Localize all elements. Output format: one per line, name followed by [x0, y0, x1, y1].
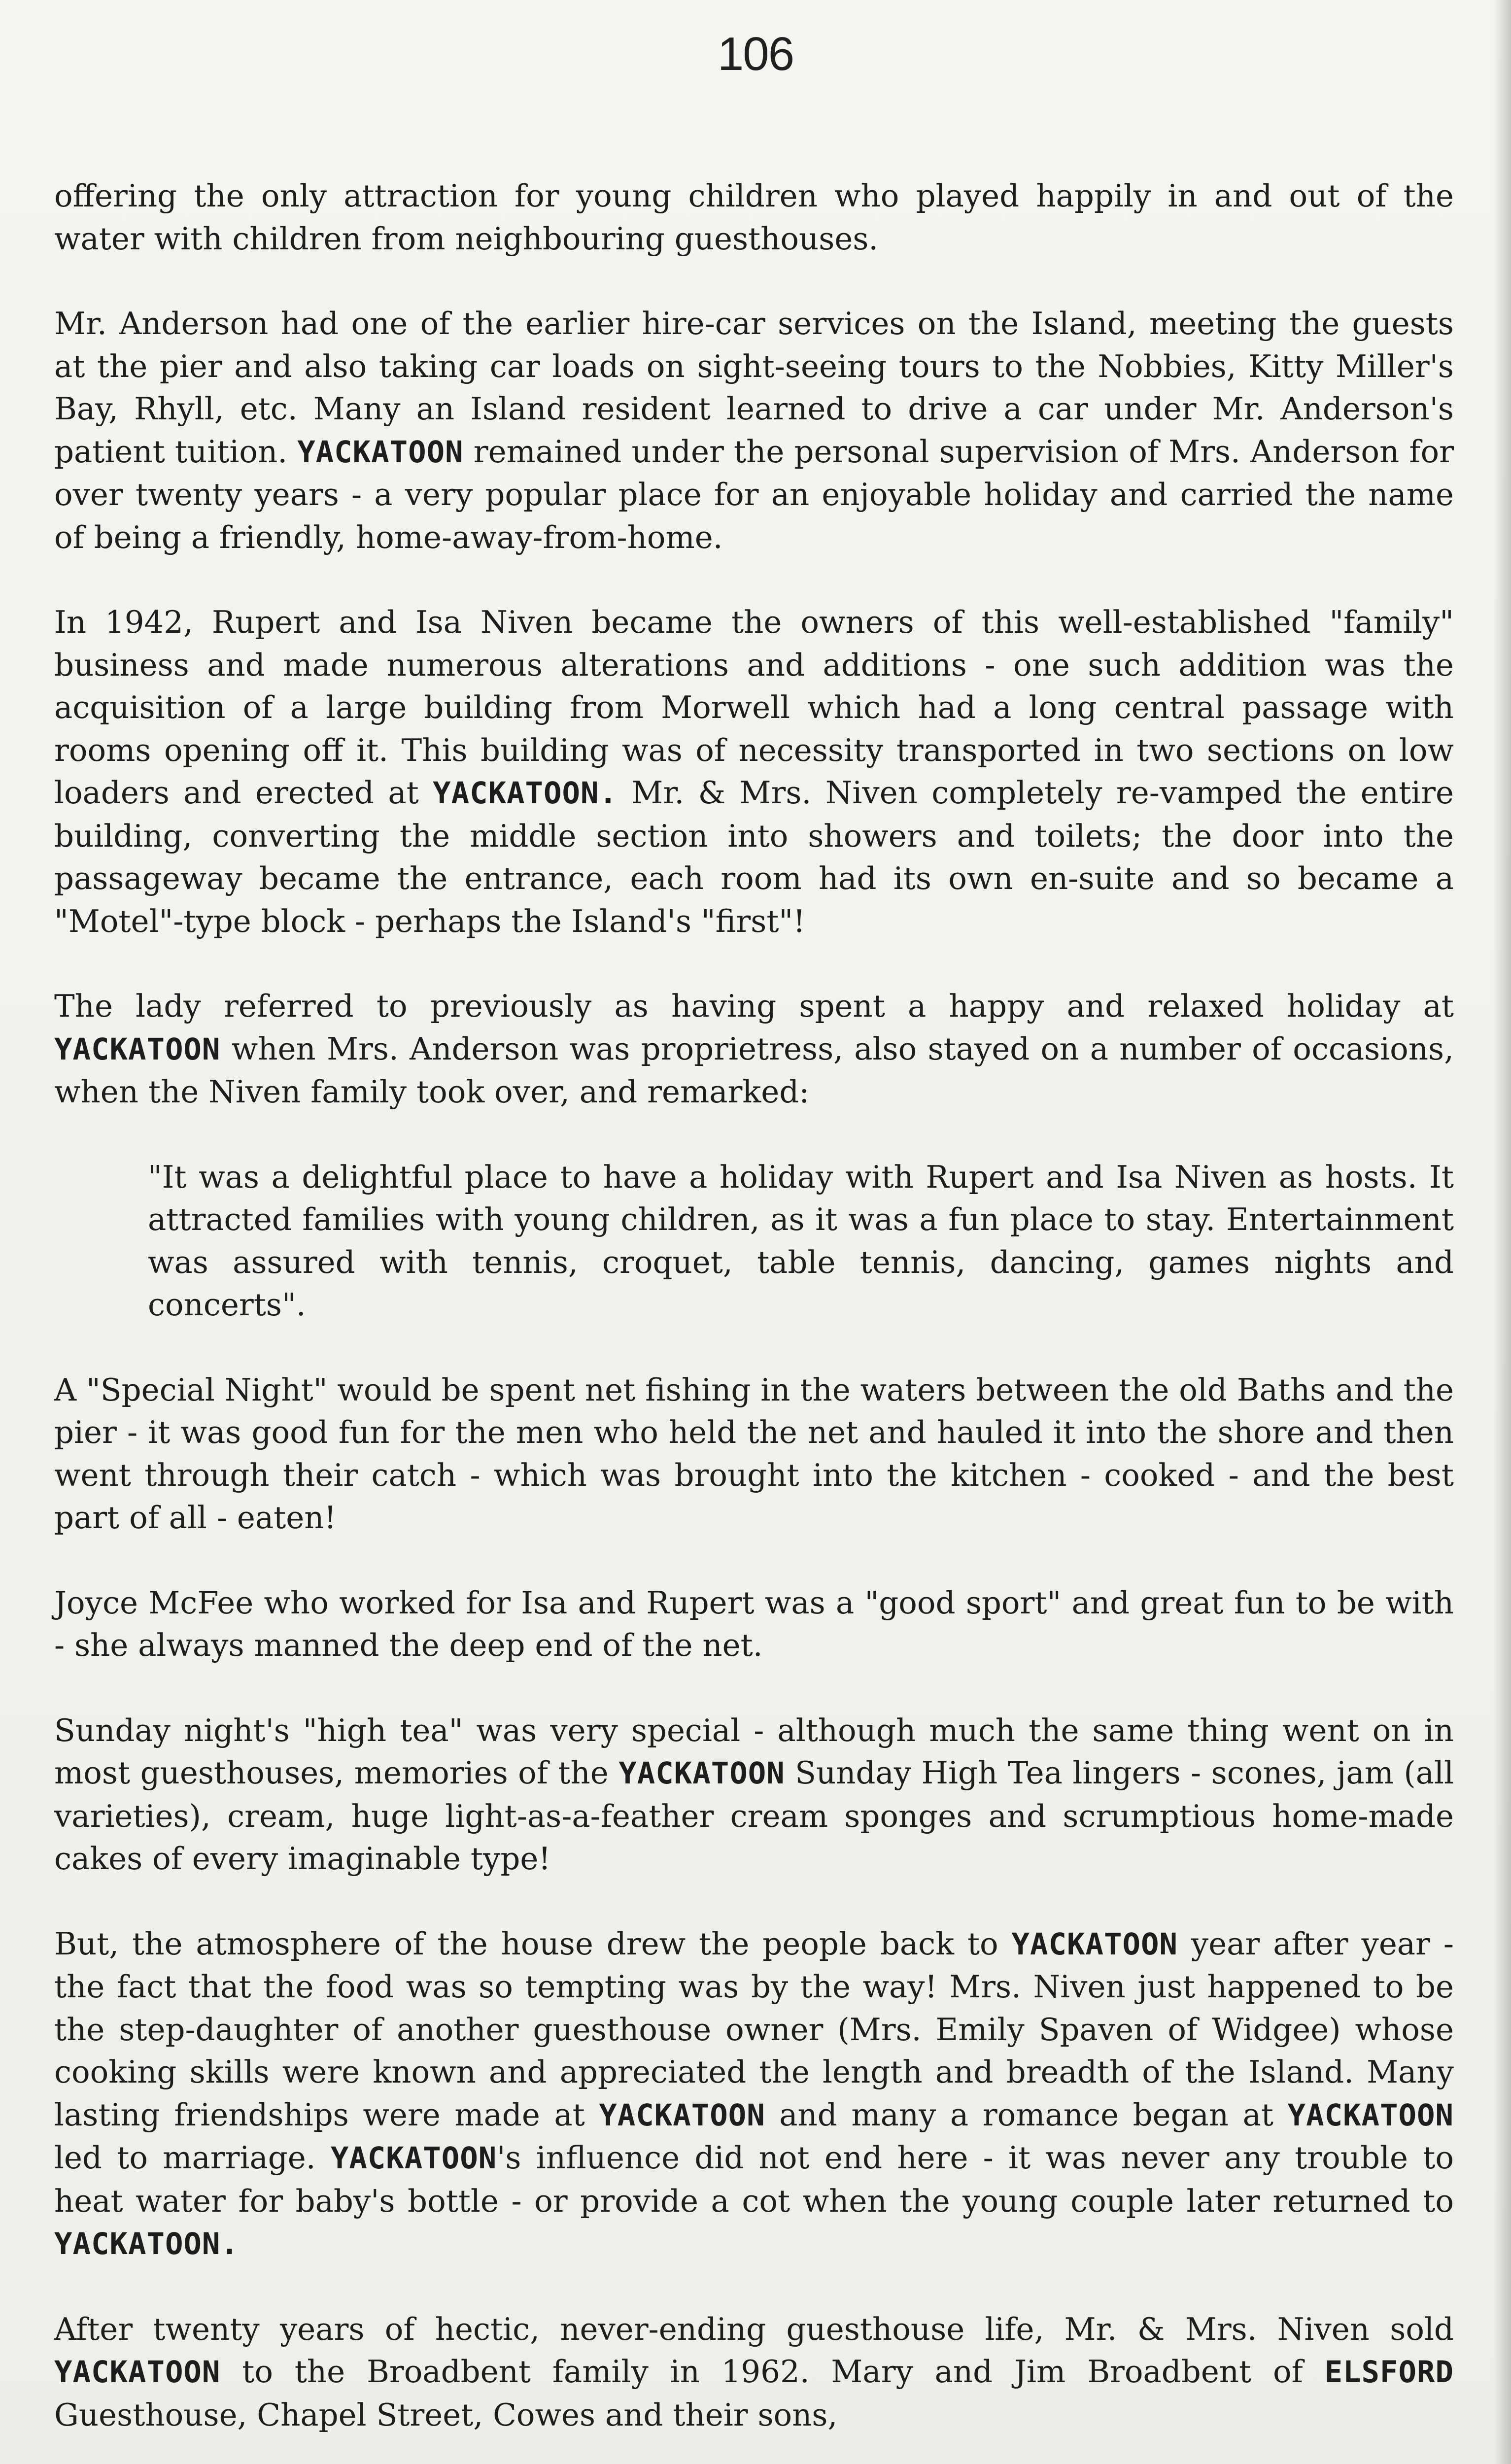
- body-text: [54, 175, 1454, 2464]
- text-run: Guesthouse, Chapel Street, Cowes and their sons,: [54, 2396, 838, 2433]
- text-run: and many a romance began at: [765, 2096, 1288, 2133]
- text-run: to the Broadbent family in 1962. Mary and Jim Broadbent of: [220, 2354, 1325, 2390]
- text-run: year after year - the fact that the food was so tempting was by the way! Mrs. Niven just happened to be the step-daughter of another guesthouse owner (Mrs. Emily Spaven of Widgee) whose cooking skills were known and appreciated the length and breadth of the Island. Many lasting friendships were made at: [54, 1925, 1454, 2133]
- guesthouse-name: YACKATOON: [54, 2355, 221, 2390]
- guesthouse-name: YACKATOON: [297, 435, 464, 470]
- guesthouse-name: YACKATOON.: [54, 2227, 239, 2261]
- scan-shadow-right: [1493, 0, 1511, 2464]
- text-run: In 1942, Rupert and Isa Niven became the owners of this well-established "family" business and made numerous alterations and additions - one such addition was the acquisition of a large building from Morwell which had a long central passage with rooms opening off it. This building was of necessity transported in two sections on low loaders and erected at: [54, 604, 1454, 811]
- text-run: Sunday High Tea lingers - scones, jam (all varieties), cream, huge light-as-a-feather cream sponges and scrumptious home-made cakes of every imaginable type!: [54, 1755, 1454, 1877]
- paragraph-4: [54, 985, 1454, 1114]
- text-run: remained under the personal supervision of Mrs. Anderson for over twenty years - a very popular place for an enjoyable holiday and carried the name of being a friendly, home-away-from-home.: [54, 433, 1454, 555]
- paragraph-8: [54, 1923, 1454, 2266]
- text-run: The lady referred to previously as having spent a happy and relaxed holiday at: [54, 988, 1454, 1024]
- text-run: Joyce McFee who worked for Isa and Rupert was a "good sport" and great fun to be with - she always manned the deep end of the net.: [54, 1584, 1454, 1663]
- paragraph-9: [54, 2308, 1454, 2437]
- paragraph-3: [54, 601, 1454, 943]
- guesthouse-name: ELSFORD: [1324, 2355, 1454, 2390]
- text-run: "It was a delightful place to have a holiday with Rupert and Isa Niven as hosts. It attracted families with young children, as it was a fun place to stay. Entertainment was assured with tennis, croquet, table tennis, dancing, games nights and concerts".: [148, 1159, 1454, 1323]
- paragraph-1: [54, 175, 1454, 260]
- text-run: But, the atmosphere of the house drew the people back to: [54, 1925, 1012, 1962]
- guesthouse-name: YACKATOON: [618, 1756, 785, 1791]
- paragraph-2: [54, 303, 1454, 559]
- paragraph-5: [54, 1369, 1454, 1540]
- text-run: Sunday night's "high tea" was very special - although much the same thing went on in most guesthouses, memories of the: [54, 1712, 1454, 1791]
- text-run: 's influence did not end here - it was never any trouble to heat water for baby's bottle - or provide a cot when the young couple later returned to: [54, 2140, 1454, 2219]
- text-run: Mr. & Mrs. Niven completely re-vamped the entire building, converting the middle section into showers and toilets; the door into the passageway became the entrance, each room had its own en-suite and so became a "Motel"-type block - perhaps the Island's "first"!: [54, 775, 1454, 939]
- text-run: led to marriage.: [54, 2140, 331, 2176]
- guesthouse-name: YACKATOON: [330, 2141, 497, 2176]
- guesthouse-name: YACKATOON: [54, 1032, 221, 1067]
- text-run: Mr. Anderson had one of the earlier hire-car services on the Island, meeting the guests at the pier and also taking car loads on sight-seeing tours to the Nobbies, Kitty Miller's Bay, Rhyll, etc. Many an Island resident learned to drive a car under Mr. Anderson's patient tuition.: [54, 306, 1454, 470]
- block-quote: [148, 1156, 1454, 1327]
- text-run: offering the only attraction for young children who played happily in and out of the water with children from neighbouring guesthouses.: [54, 178, 1454, 257]
- paragraph-7: [54, 1710, 1454, 1881]
- guesthouse-name: YACKATOON: [1011, 1927, 1178, 1962]
- paragraph-6: [54, 1582, 1454, 1667]
- text-run: A "Special Night" would be spent net fishing in the waters between the old Baths and the pier - it was good fun for the men who held the net and hauled it into the shore and then went through their catch - which was brought into the kitchen - cooked - and the best part of all - eaten!: [54, 1371, 1454, 1536]
- guesthouse-name: YACKATOON: [599, 2098, 765, 2133]
- guesthouse-name: YACKATOON.: [433, 776, 618, 811]
- page-number: 106: [717, 28, 794, 80]
- guesthouse-name: YACKATOON: [1287, 2098, 1454, 2133]
- text-run: After twenty years of hectic, never-ending guesthouse life, Mr. & Mrs. Niven sold: [54, 2311, 1454, 2347]
- text-run: when Mrs. Anderson was proprietress, also stayed on a number of occasions, when the Niven family took over, and remarked:: [54, 1030, 1454, 1110]
